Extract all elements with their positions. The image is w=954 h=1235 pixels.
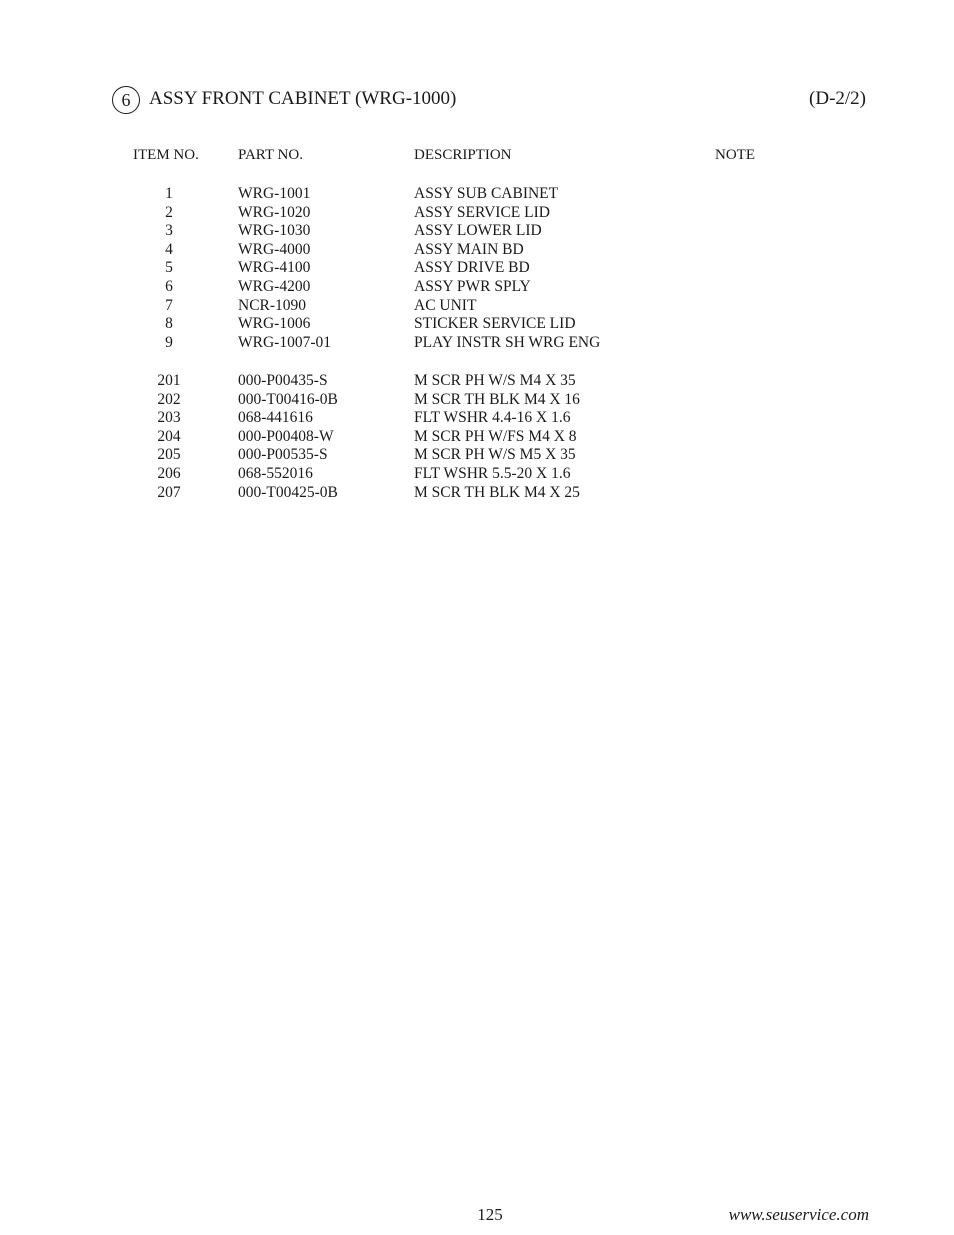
table-row (0, 409, 954, 428)
column-header-description: DESCRIPTION (414, 147, 512, 163)
part-no-cell: NCR-1090 (238, 296, 307, 314)
table-row (0, 428, 954, 447)
website-link[interactable]: www.seuservice.com (728, 1205, 869, 1224)
part-no-cell: WRG-1030 (238, 222, 311, 240)
description-cell: ASSY PWR SPLY (414, 277, 531, 295)
table-row (0, 372, 954, 391)
description-cell: AC UNIT (414, 296, 477, 314)
description-cell: M SCR PH W/S M5 X 35 (414, 446, 576, 464)
description-cell: ASSY LOWER LID (414, 222, 542, 240)
part-no-cell: WRG-1020 (238, 203, 311, 221)
page-header (112, 86, 866, 116)
description-cell: M SCR TH BLK M4 X 16 (414, 390, 580, 408)
description-cell: ASSY SUB CABINET (414, 185, 559, 202)
table-row (0, 241, 954, 260)
part-no-cell: WRG-1007-01 (238, 333, 331, 351)
part-no-cell: 000-P00435-S (238, 372, 328, 389)
assemblies-list (0, 185, 954, 352)
column-header-item-no: ITEM NO. (133, 147, 199, 163)
column-header-note: NOTE (715, 147, 755, 163)
table-row (0, 278, 954, 297)
page-number: 125 (477, 1205, 503, 1224)
table-row (0, 334, 954, 353)
document-code: (D-2/2) (809, 88, 866, 109)
table-row (0, 222, 954, 241)
item-no-cell: 2 (165, 203, 173, 221)
description-cell: PLAY INSTR SH WRG ENG (414, 333, 601, 351)
item-no-cell: 9 (165, 333, 173, 351)
description-cell: FLT WSHR 4.4-16 X 1.6 (414, 409, 571, 427)
item-no-cell: 206 (157, 464, 181, 482)
item-no-cell: 205 (157, 446, 181, 464)
part-no-cell: 000-T00425-0B (238, 483, 338, 501)
part-no-cell: WRG-1001 (238, 185, 311, 202)
part-no-cell: WRG-4100 (238, 259, 311, 277)
item-no-cell: 6 (165, 277, 173, 295)
part-no-cell: 000-T00416-0B (238, 390, 338, 408)
item-no-cell: 202 (157, 390, 181, 408)
part-no-cell: WRG-1006 (238, 315, 311, 333)
table-row (0, 446, 954, 465)
hardware-list (0, 372, 954, 502)
table-row (0, 465, 954, 484)
description-cell: ASSY DRIVE BD (414, 259, 530, 277)
part-no-cell: 000-P00408-W (238, 427, 334, 445)
table-row (0, 297, 954, 316)
part-no-cell: WRG-4200 (238, 277, 311, 295)
column-header-part-no: PART NO. (238, 147, 303, 163)
table-row (0, 484, 954, 503)
part-no-cell: WRG-4000 (238, 240, 311, 258)
part-no-cell: 068-552016 (238, 464, 313, 482)
table-row (0, 259, 954, 278)
part-no-cell: 068-441616 (238, 409, 313, 427)
item-no-cell: 1 (165, 185, 173, 202)
item-no-cell: 204 (157, 427, 181, 445)
table-row (0, 315, 954, 334)
description-cell: ASSY MAIN BD (414, 240, 524, 258)
item-no-cell: 3 (165, 222, 173, 240)
table-row (0, 204, 954, 223)
item-no-cell: 5 (165, 259, 173, 277)
item-no-cell: 201 (157, 372, 181, 389)
section-number-badge: 6 (112, 86, 140, 114)
item-no-cell: 207 (157, 483, 181, 501)
item-no-cell: 8 (165, 315, 173, 333)
description-cell: M SCR PH W/FS M4 X 8 (414, 427, 577, 445)
table-row (0, 185, 954, 204)
item-no-cell: 4 (165, 240, 173, 258)
description-cell: STICKER SERVICE LID (414, 315, 576, 333)
table-row (0, 391, 954, 410)
description-cell: M SCR PH W/S M4 X 35 (414, 372, 576, 389)
description-cell: FLT WSHR 5.5-20 X 1.6 (414, 464, 571, 482)
page-title: ASSY FRONT CABINET (WRG-1000) (149, 88, 457, 109)
part-no-cell: 000-P00535-S (238, 446, 328, 464)
item-no-cell: 7 (165, 296, 173, 314)
description-cell: ASSY SERVICE LID (414, 203, 550, 221)
description-cell: M SCR TH BLK M4 X 25 (414, 483, 580, 501)
item-no-cell: 203 (157, 409, 181, 427)
